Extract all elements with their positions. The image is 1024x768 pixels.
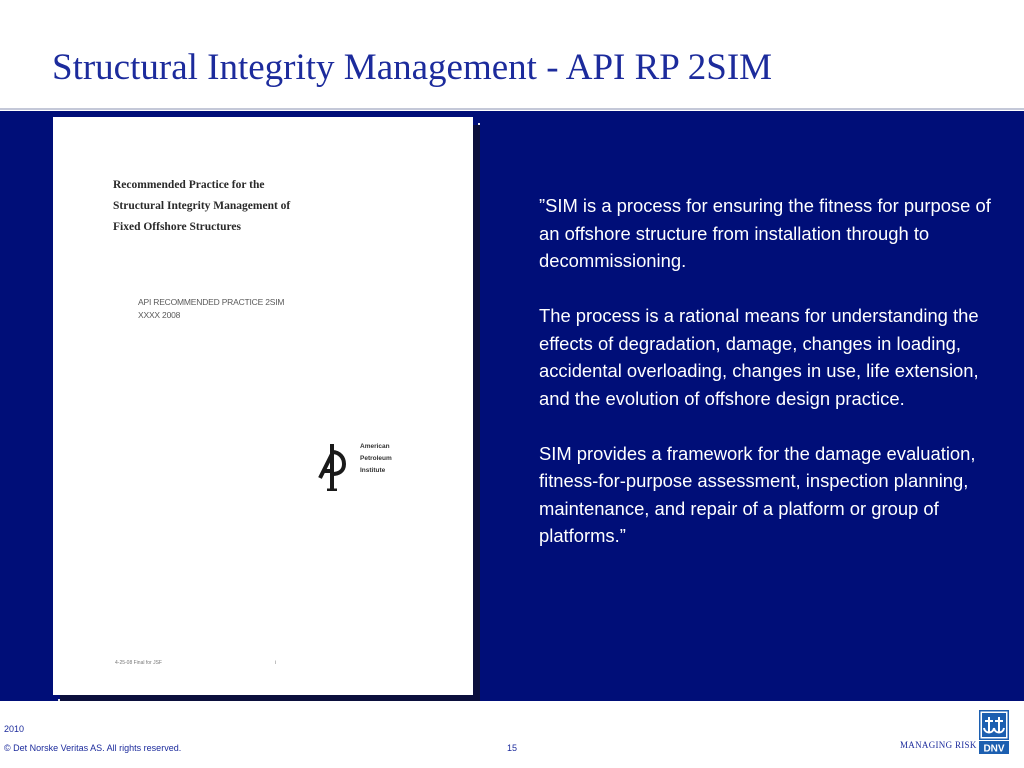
document-footer-date: 4-25-08 Final for JSF (115, 660, 162, 666)
document-title (113, 175, 373, 238)
footer-year: 2010 (4, 724, 25, 734)
document-organization (360, 441, 392, 477)
document-subtitle-line: API RECOMMENDED PRACTICE 2SIM (138, 297, 285, 307)
document-title-line: Recommended Practice for the (113, 179, 265, 191)
slide-title: Structural Integrity Management - API RP 2SIM (52, 47, 773, 88)
document-title-line: Fixed Offshore Structures (113, 221, 241, 233)
page-number: 15 (507, 743, 518, 753)
document-subtitle-line: XXXX 2008 (138, 310, 181, 320)
dnv-logo-icon (979, 710, 1009, 754)
quote-paragraph: The process is a rational means for understanding the effects of degradation, damage, changes in loading, accidental overloading, changes in use, life extension, and the evolution of offshore design practice. (539, 305, 979, 409)
organization-line: Petroleum (360, 455, 392, 462)
dnv-logo-text: DNV (983, 743, 1005, 754)
document-subtitle (138, 296, 284, 322)
document-title-line: Structural Integrity Management of (113, 200, 291, 212)
organization-line: Institute (360, 467, 386, 474)
quote-paragraph: SIM provides a framework for the damage evaluation, fitness-for-purpose assessment, inspection planning, maintenance, and repair of a platform or group of platforms.” (539, 442, 976, 546)
quote-paragraph: ”SIM is a process for ensuring the fitness for purpose of an offshore structure from installation through to decommissioning. (539, 195, 991, 271)
footer-copyright: © Det Norske Veritas AS. All rights reserved. (4, 743, 182, 753)
document-cover-image (53, 117, 473, 695)
document-footer-page: i (275, 660, 277, 666)
managing-risk-tagline: MANAGING RISK (900, 740, 977, 750)
quote-text (539, 192, 1009, 577)
organization-line: American (360, 443, 390, 450)
title-divider (0, 108, 1024, 110)
api-logo-icon (315, 443, 347, 491)
